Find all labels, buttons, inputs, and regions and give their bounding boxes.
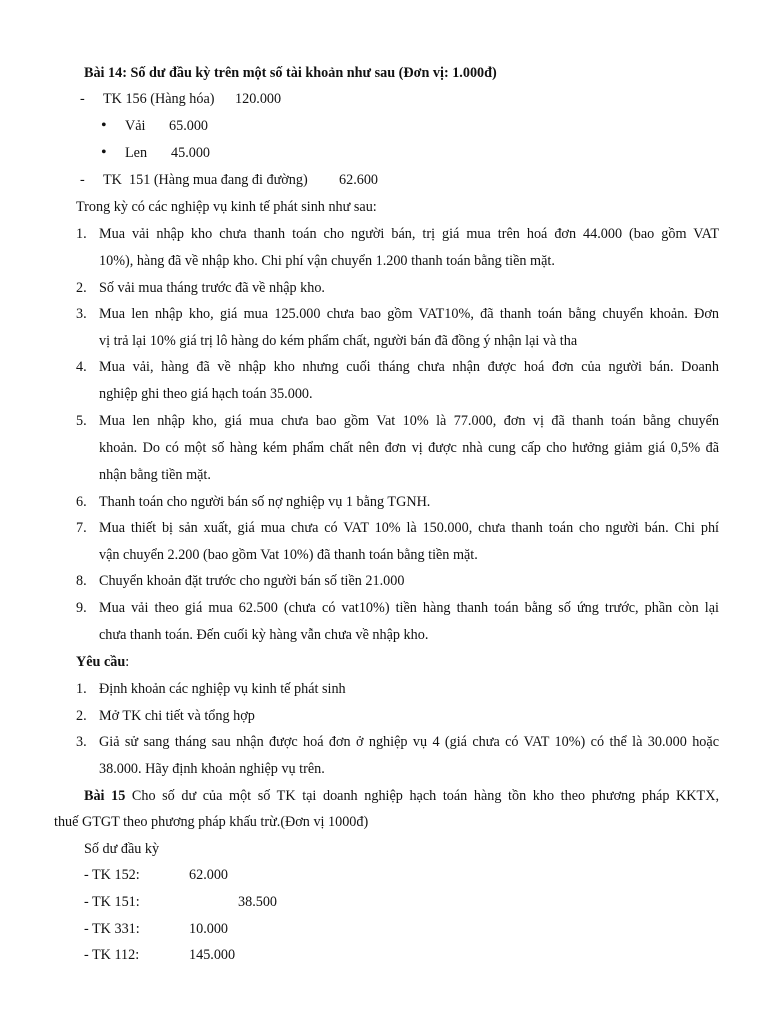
- item-text-line: nhận bằng tiền mặt.: [99, 467, 211, 483]
- requirements-label: Yêu cầu: [76, 654, 126, 670]
- requirements-heading: [76, 649, 129, 676]
- item-text-line: Chuyển khoản đặt trước cho người bán số tiền 21.000: [99, 573, 405, 589]
- balance-label: TK 151 (Hàng mua đang đi đường): [103, 172, 308, 188]
- balance-item-len: [125, 140, 211, 167]
- exercise-15-label: Bài 15: [84, 788, 126, 804]
- exercise-15-intro-line-2: thuế GTGT theo phương pháp khấu trừ.(Đơn vị 1000đ): [54, 814, 369, 830]
- balance-value: 45.000: [171, 145, 211, 161]
- exercise-15-intro-line: [84, 783, 719, 810]
- balance-label: - TK 152:: [84, 867, 140, 883]
- item-number: 2.: [76, 708, 87, 724]
- item-text-line: vận chuyển 2.200 (bao gồm Vat 10%) đã thanh toán bằng tiền mặt.: [99, 547, 478, 563]
- balance-item-vai: [125, 113, 209, 140]
- exercise-14-title: Bài 14: Số dư đầu kỳ trên một số tài khoản như sau (Đơn vị: 1.000đ): [84, 65, 497, 81]
- item-text-line: nghiệp ghi theo giá hạch toán 35.000.: [99, 386, 313, 402]
- item-number: 1.: [76, 226, 87, 242]
- bullet-marker: •: [101, 117, 107, 134]
- item-number: 1.: [76, 681, 87, 697]
- balance-label: - TK 112:: [84, 947, 140, 963]
- balance-value: 65.000: [169, 118, 209, 134]
- item-number: 3.: [76, 306, 87, 322]
- item-text-line: Mua len nhập kho, giá mua chưa bao gồm Vat 10% là 77.000, đơn vị đã thanh toán bằng chuyển: [99, 413, 719, 429]
- item-text-line: Số vải mua tháng trước đã về nhập kho.: [99, 280, 325, 296]
- item-text-line: 38.000. Hãy định khoản nghiệp vụ trên.: [99, 761, 325, 777]
- item-number: 8.: [76, 573, 87, 589]
- balance-label: - TK 151:: [84, 894, 140, 910]
- item-text-line: Giả sử sang tháng sau nhận được hoá đơn ở nghiệp vụ 4 (giá chưa có VAT 10%) có thể là 30.000 hoặc: [99, 734, 719, 750]
- item-text-line: vị trả lại 10% giá trị lô hàng do kém phẩm chất, người bán đã đồng ý nhận lại và tha: [99, 333, 578, 349]
- balance-label: - TK 331:: [84, 921, 140, 937]
- exercise-15-text: Cho số dư của một số TK tại doanh nghiệp hạch toán hàng tồn kho theo phương pháp KKTX,: [125, 788, 720, 804]
- item-number: 7.: [76, 520, 87, 536]
- balance-value: 38.500: [238, 894, 278, 910]
- item-text-line: Mua thiết bị sản xuất, giá mua chưa có VAT 10% là 150.000, chưa thanh toán cho người bán. Chi phí: [99, 520, 719, 536]
- item-number: 4.: [76, 359, 87, 375]
- item-number: 6.: [76, 494, 87, 510]
- balance-label: Vải: [125, 118, 146, 134]
- balance-value: 62.600: [339, 172, 379, 188]
- item-number: 9.: [76, 600, 87, 616]
- dash-marker: -: [80, 172, 85, 188]
- item-text-line: Mua vải, hàng đã về nhập kho nhưng cuối tháng chưa nhận được hoá đơn của người bán. Doanh: [99, 359, 719, 375]
- item-text-line: Định khoản các nghiệp vụ kinh tế phát sinh: [99, 681, 346, 697]
- transactions-intro: Trong kỳ có các nghiệp vụ kinh tế phát sinh như sau:: [76, 199, 377, 215]
- balance-label: TK 156 (Hàng hóa): [103, 91, 215, 107]
- item-text-line: Mua vải nhập kho chưa thanh toán cho người bán, trị giá mua trên hoá đơn 44.000 (bao gồm VAT: [99, 226, 719, 242]
- balance-value: 10.000: [189, 921, 229, 937]
- item-text-line: chưa thanh toán. Đến cuối kỳ hàng vẫn chưa về nhập kho.: [99, 627, 429, 643]
- bullet-marker: •: [101, 144, 107, 161]
- balance-value: 120.000: [235, 91, 282, 107]
- item-number: 5.: [76, 413, 87, 429]
- item-text-line: Mua vải theo giá mua 62.500 (chưa có vat10%) tiền hàng thanh toán bằng số ứng trước, phần còn lại: [99, 600, 719, 616]
- balance-item-tk151: [103, 167, 379, 194]
- balance-value: 145.000: [189, 947, 236, 963]
- dash-marker: -: [80, 91, 85, 107]
- item-text-line: Mở TK chi tiết và tổng hợp: [99, 708, 255, 724]
- item-text-line: Mua len nhập kho, giá mua 125.000 chưa bao gồm VAT10%, đã thanh toán bằng chuyển khoản. Đơn: [99, 306, 719, 322]
- item-text-line: khoản. Do có một số hàng kém phẩm chất nên đơn vị được nhà cung cấp cho hưởng giảm giá 0,5% đã: [99, 440, 719, 456]
- balance-label: Len: [125, 145, 148, 161]
- opening-balance-label: Số dư đầu kỳ: [84, 841, 160, 857]
- balance-item-tk156: [103, 86, 282, 113]
- item-text-line: 10%), hàng đã về nhập kho. Chi phí vận chuyển 1.200 thanh toán bằng tiền mặt.: [99, 253, 555, 269]
- requirements-colon: :: [125, 654, 130, 670]
- balance-value: 62.000: [189, 867, 229, 883]
- item-text-line: Thanh toán cho người bán số nợ nghiệp vụ 1 bằng TGNH.: [99, 494, 431, 510]
- item-number: 2.: [76, 280, 87, 296]
- item-number: 3.: [76, 734, 87, 750]
